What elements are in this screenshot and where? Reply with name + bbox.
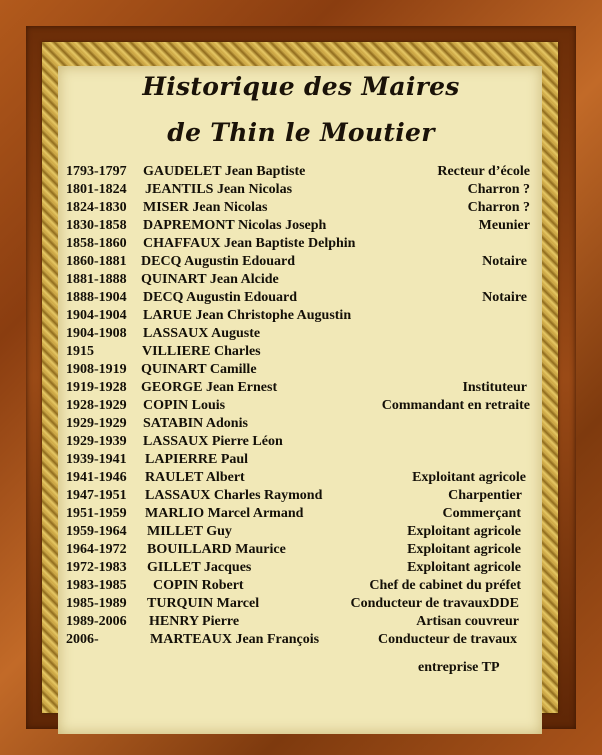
mayor-years: 1928-1929: [66, 398, 127, 413]
mayor-name: LAPIERRE Paul: [145, 452, 249, 467]
mayor-years: 1908-1919: [66, 362, 127, 377]
mayor-years: 1929-1939: [66, 434, 127, 449]
mayor-years: 1915: [66, 344, 94, 359]
mayor-row: [0, 163, 602, 181]
mayor-years: 1904-1904: [66, 308, 127, 323]
mayor-occupation: Conducteur de travaux: [378, 632, 517, 647]
mayor-occupation: Recteur d’école: [437, 164, 530, 179]
page-subtitle: de Thin le Moutier: [167, 118, 435, 147]
mayor-name: COPIN Robert: [153, 578, 244, 593]
mayor-years: 1793-1797: [66, 164, 127, 179]
mayor-row: [0, 325, 602, 343]
mayor-row: [0, 253, 602, 271]
mayor-occupation: Notaire: [482, 290, 527, 305]
mayor-row: [0, 217, 602, 235]
mayor-years: 2006-: [66, 632, 99, 647]
mayor-occupation: Notaire: [482, 254, 527, 269]
mayor-years: 1972-1983: [66, 560, 127, 575]
mayor-name: TURQUIN Marcel: [147, 596, 260, 611]
mayor-years: 1964-1972: [66, 542, 127, 557]
mayor-row: [0, 397, 602, 415]
mayor-years: 1904-1908: [66, 326, 127, 341]
mayor-row: [0, 289, 602, 307]
mayor-row: [0, 271, 602, 289]
mayor-row: [0, 577, 602, 595]
mayor-years: 1985-1989: [66, 596, 127, 611]
mayor-years: 1929-1929: [66, 416, 127, 431]
mayor-name: DECQ Augustin Edouard: [141, 254, 296, 269]
mayor-name: BOUILLARD Maurice: [147, 542, 286, 557]
mayor-name: DECQ Augustin Edouard: [143, 290, 298, 305]
mayor-occupation: Charron ?: [467, 182, 530, 197]
mayor-row: [0, 595, 602, 613]
mayor-years: 1830-1858: [66, 218, 127, 233]
mayor-occupation: Artisan couvreur: [416, 614, 519, 629]
mayor-name: LASSAUX Auguste: [143, 326, 261, 341]
mayor-row: [0, 415, 602, 433]
mayor-name: VILLIERE Charles: [142, 344, 261, 359]
mayor-row: [0, 469, 602, 487]
mayor-row: [0, 541, 602, 559]
mayor-occupation: Charron ?: [467, 200, 530, 215]
mayor-occupation: Exploitant agricole: [407, 542, 521, 557]
mayor-name: SATABIN Adonis: [143, 416, 248, 431]
mayor-name: GILLET Jacques: [147, 560, 252, 575]
mayor-row: [0, 433, 602, 451]
mayor-row: [0, 235, 602, 253]
mayor-name: RAULET Albert: [145, 470, 245, 485]
mayor-occupation: Instituteur: [462, 380, 527, 395]
mayor-row: [0, 631, 602, 649]
mayor-row: [0, 451, 602, 469]
mayor-name: MARTEAUX Jean François: [150, 632, 320, 647]
mayor-occupation: Charpentier: [448, 488, 522, 503]
mayor-name: MARLIO Marcel Armand: [145, 506, 304, 521]
mayor-years: 1959-1964: [66, 524, 127, 539]
mayor-years: 1983-1985: [66, 578, 127, 593]
mayor-occupation: Conducteur de travauxDDE: [350, 596, 519, 611]
mayor-years: 1941-1946: [66, 470, 127, 485]
mayor-years: 1939-1941: [66, 452, 127, 467]
mayor-occupation: Commandant en retraite: [381, 398, 530, 413]
mayor-occupation: Exploitant agricole: [412, 470, 526, 485]
mayor-years: 1881-1888: [66, 272, 127, 287]
mayor-row: [0, 199, 602, 217]
mayor-name: LARUE Jean Christophe Augustin: [143, 308, 352, 323]
mayor-name: CHAFFAUX Jean Baptiste Delphin: [143, 236, 356, 251]
mayor-years: 1919-1928: [66, 380, 127, 395]
mayor-years: 1860-1881: [66, 254, 127, 269]
mayor-name: QUINART Camille: [141, 362, 257, 377]
mayor-years: 1801-1824: [66, 182, 127, 197]
mayor-name: QUINART Jean Alcide: [141, 272, 279, 287]
mayor-row: [0, 343, 602, 361]
mayor-name: LASSAUX Charles Raymond: [145, 488, 323, 503]
mayor-row: [0, 559, 602, 577]
job-continuation: entreprise TP: [418, 660, 500, 675]
mayor-name: GAUDELET Jean Baptiste: [143, 164, 306, 179]
mayor-occupation: Chef de cabinet du préfet: [369, 578, 521, 593]
mayor-name: GEORGE Jean Ernest: [141, 380, 278, 395]
mayor-name: HENRY Pierre: [149, 614, 240, 629]
mayor-name: JEANTILS Jean Nicolas: [145, 182, 293, 197]
mayor-row: [0, 307, 602, 325]
mayor-years: 1858-1860: [66, 236, 127, 251]
mayor-years: 1989-2006: [66, 614, 127, 629]
mayor-row: [0, 379, 602, 397]
mayor-name: DAPREMONT Nicolas Joseph: [143, 218, 327, 233]
mayor-occupation: Commerçant: [442, 506, 521, 521]
mayor-years: 1824-1830: [66, 200, 127, 215]
mayor-occupation: Meunier: [478, 218, 530, 233]
mayor-row: [0, 505, 602, 523]
page-title: Historique des Maires: [142, 72, 460, 101]
mayor-years: 1888-1904: [66, 290, 127, 305]
mayor-name: COPIN Louis: [143, 398, 226, 413]
mayor-row: [0, 181, 602, 199]
mayor-name: MISER Jean Nicolas: [143, 200, 268, 215]
mayor-row: [0, 523, 602, 541]
mayor-occupation: Exploitant agricole: [407, 560, 521, 575]
mayor-name: LASSAUX Pierre Léon: [143, 434, 283, 449]
mayor-years: 1951-1959: [66, 506, 127, 521]
mayor-row: [0, 487, 602, 505]
mayors-list: [0, 163, 602, 649]
mayor-row: [0, 613, 602, 631]
mayor-name: MILLET Guy: [147, 524, 232, 539]
mayor-row: [0, 361, 602, 379]
mayor-years: 1947-1951: [66, 488, 127, 503]
mayor-occupation: Exploitant agricole: [407, 524, 521, 539]
